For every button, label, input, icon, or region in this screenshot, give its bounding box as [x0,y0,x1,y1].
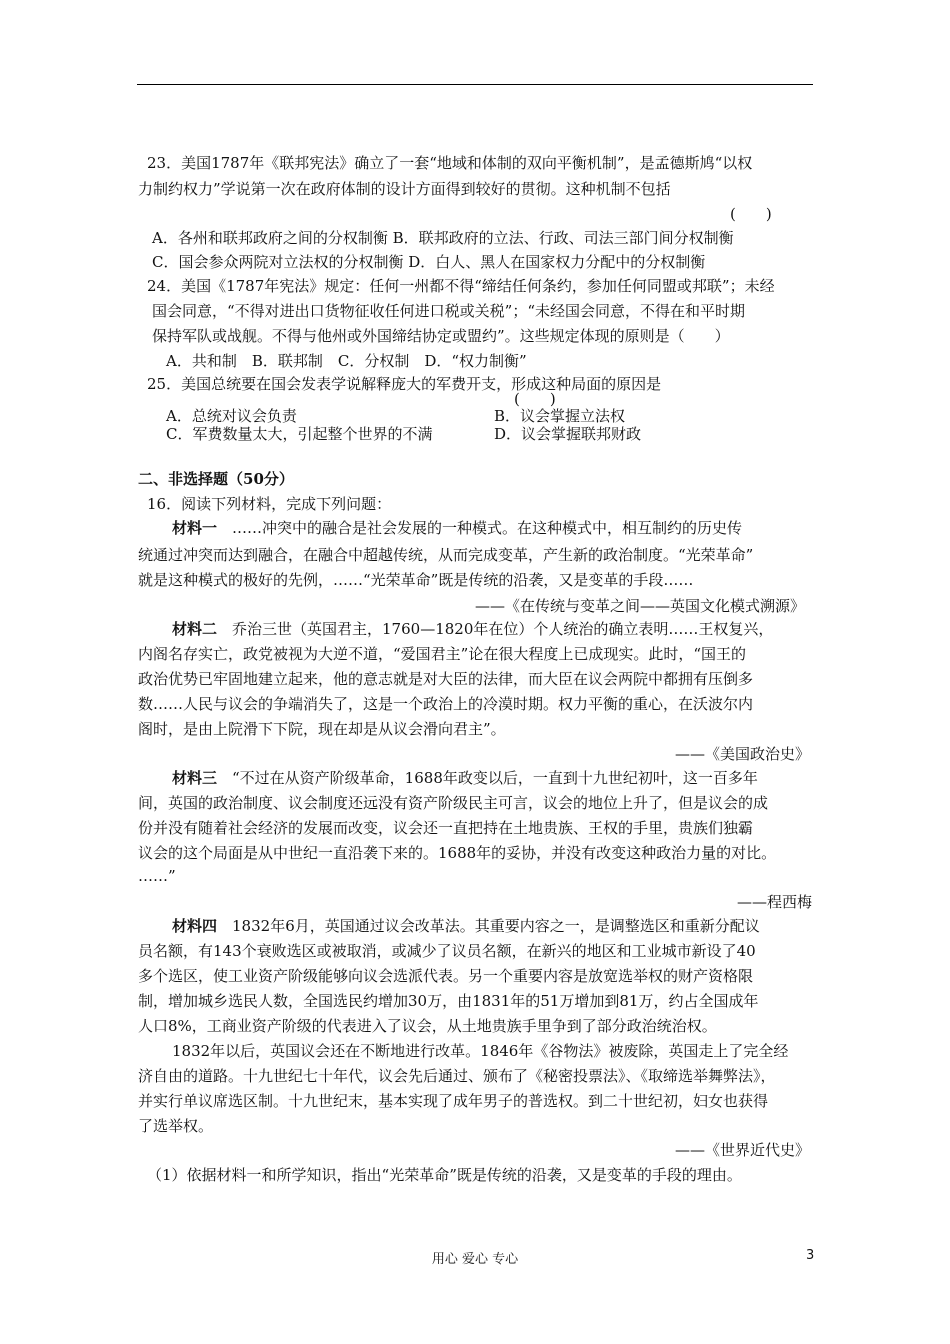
q24-line2: 国会同意，“不得对进出口货物征收任何进口税或关税”；“未经国会同意，不得在和平时期 [152,302,746,320]
material4-line7: 济自由的道路。十九世纪七十年代，议会先后通过、颁布了《秘密投票法》、《取缔选举舞弊法》， [138,1067,776,1085]
material3-line4: 议会的这个局面是从中世纪一直沿袭下来的。1688年的妥协，并没有改变这种政治力量的对比。 [138,844,777,862]
material4-line3: 多个选区，使工业资产阶级能够向议会选派代表。另一个重要内容是放宽选举权的财产资格限 [138,967,754,985]
material1-label: 材料一 [172,519,218,537]
material1-line2: 统通过冲突而达到融合，在融合中超越传统，从而完成变革，产生新的政治制度。“光荣革命” [138,546,754,564]
material4-line4: 制，增加城乡选民人数，全国选民约增加30万，由1831年的51万增加到81万，约占全国成年 [138,992,759,1010]
q25-option-c: C．军费数量太大，引起整个世界的不满 [166,425,433,443]
q25-option-b: B．议会掌握立法权 [494,407,626,425]
material1-source: ——《在传统与变革之间——英国文化模式溯源》 [474,597,805,615]
q23-line2: 力制约权力”学说第一次在政府体制的设计方面得到较好的贯彻。这种机制不包括 [138,180,671,198]
q23-answer-blank: ( ) [730,205,772,223]
material4-line2: 员名额，有143个衰败选区或被取消，或减少了议员名额，在新兴的地区和工业城市新设了40 [138,942,756,960]
material2-line1: 材料二 乔治三世（英国君主，1760—1820年在位）个人统治的确立表明……王权复兴， [172,620,774,638]
sub-question-1: （1）依据材料一和所学知识，指出“光荣革命”既是传统的沿袭，又是变革的手段的理由。 [147,1166,742,1184]
material2-line3: 政治优势已牢固地建立起来，他的意志就是对大臣的法律，而大臣在议会两院中都拥有压倒多 [138,670,754,688]
q25-option-d: D．议会掌握联邦财政 [494,425,642,443]
material3-line2: 间，英国的政治制度、议会制度还远没有资产阶级民主可言，议会的地位上升了，但是议会的成 [138,794,769,812]
material3-source: ——程西梅 [736,893,812,911]
material2-label: 材料二 [172,620,218,638]
section-title: 二、非选择题（50分） [138,470,294,488]
material1-line1: 材料一 ……冲突中的融合是社会发展的一种模式。在这种模式中，相互制约的历史传 [172,519,743,537]
material2-line4: 数……人民与议会的争端消失了，这是一个政治上的冷漠时期。权力平衡的重心，在沃波尔内 [138,695,754,713]
material2-source: ——《美国政治史》 [674,745,810,763]
material3-label: 材料三 [172,769,218,787]
material3-line3: 份并没有随着社会经济的发展而改变，议会还一直把持在土地贵族、王权的手里，贵族们独霸 [138,819,754,837]
page-number: 3 [806,1248,815,1263]
material4-line1: 材料四 1832年6月，英国通过议会改革法。其重要内容之一，是调整选区和重新分配议 [172,917,760,935]
material4-label: 材料四 [172,917,218,935]
q24-line3: 保持军队或战舰。不得与他州或外国缔结协定或盟约”。这些规定体现的原则是（ ） [152,327,730,345]
q25-answer-blank: ( ) [514,390,556,408]
material1-line3: 就是这种模式的极好的先例，……“光荣革命”既是传统的沿袭，又是变革的手段…… [138,571,694,589]
q23-options-cd: C．国会参众两院对立法权的分权制衡 D．白人、黑人在国家权力分配中的分权制衡 [152,253,706,271]
q24-options: A．共和制 B．联邦制 C．分权制 D．“权力制衡” [166,352,527,370]
q25-line1: 25．美国总统要在国会发表学说解释庞大的军费开支，形成这种局面的原因是 [147,375,662,393]
material4-source: ——《世界近代史》 [674,1141,810,1159]
material4-line6: 1832年以后，英国议会还在不断地进行改革。1846年《谷物法》被废除，英国走上了完全经 [172,1042,789,1060]
material3-line1: 材料三 “不过在从资产阶级革命，1688年政变以后，一直到十九世纪初叶，这一百多年 [172,769,758,787]
q16-prompt: 16．阅读下列材料，完成下列问题： [147,495,392,513]
material4-line5: 人口8%，工商业资产阶级的代表进入了议会，从土地贵族手里争到了部分政治统治权。 [138,1017,717,1035]
material2-line5: 阁时，是由上院滑下下院，现在却是从议会滑向君主”。 [138,720,506,738]
page-footer: 用心 爱心 专心 [431,1252,519,1267]
q25-option-a: A．总统对议会负责 [166,407,297,425]
q24-line1: 24．美国《1787年宪法》规定：任何一州都不得“缔结任何条约，参加任何同盟或邦联”；未经 [147,277,775,295]
material3-line5: ……” [138,867,176,885]
material2-line2: 内阁名存实亡，政党被视为大逆不道，“爱国君主”论在很大程度上已成现实。此时，“国王的 [138,645,747,663]
material4-line8: 并实行单议席选区制。十九世纪末，基本实现了成年男子的普选权。到二十世纪初，妇女也获得 [138,1092,769,1110]
q23-line1: 23．美国1787年《联邦宪法》确立了一套“地域和体制的双向平衡机制”，是孟德斯鸠“以权 [147,154,753,172]
header-rule [137,84,813,85]
q23-options-ab: A．各州和联邦政府之间的分权制衡 B．联邦政府的立法、行政、司法三部门间分权制衡 [152,229,734,247]
material4-line9: 了选举权。 [138,1117,214,1135]
